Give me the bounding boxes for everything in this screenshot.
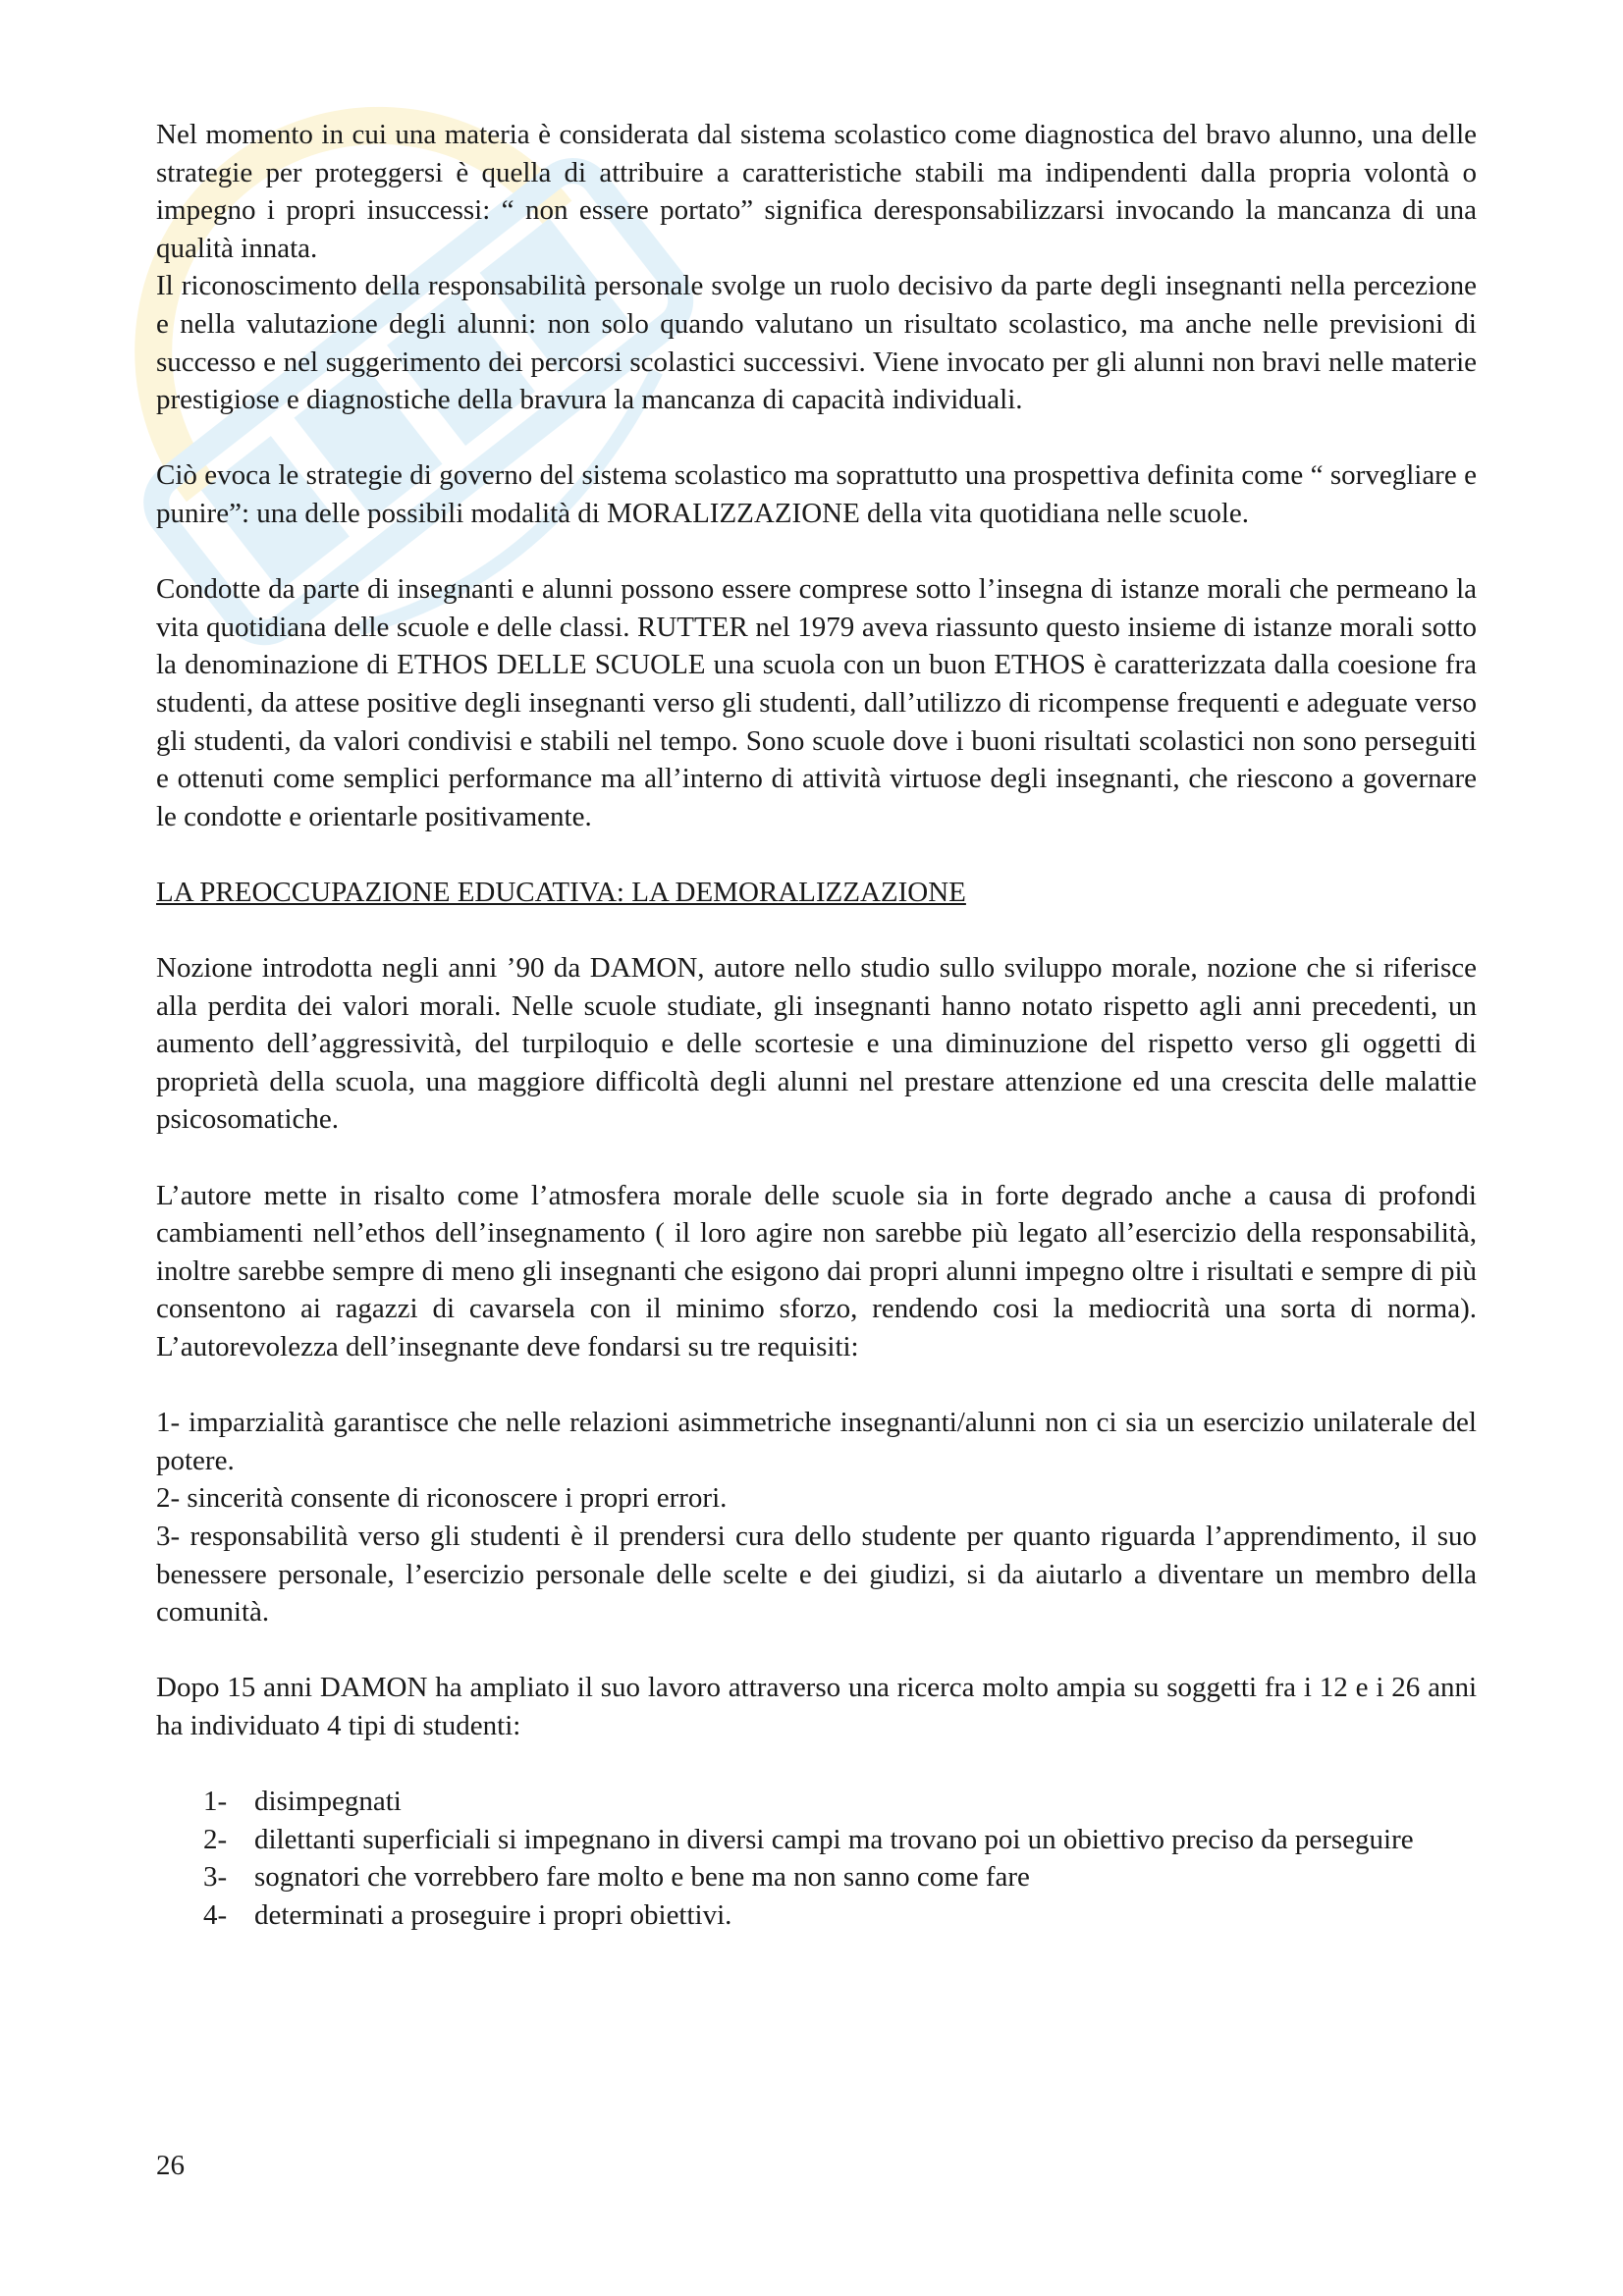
list-item: [156, 1896, 1477, 1935]
list-item-text: sognatori che vorrebbero fare molto e bene ma non sanno come fare: [254, 1861, 1030, 1894]
paragraph-5: Nozione introdotta negli anni ’90 da DAMON, autore nello studio sullo sviluppo morale, nozione che si riferisce alla perdita dei valori morali. Nelle scuole studiate, gli insegnanti hanno notato rispetto agli anni precedenti, un aumento dell’aggressività, del turpiloquio e delle scortesie e una diminuzione del rispetto verso gli oggetti di proprietà della scuola, una maggiore difficoltà degli alunni nel prestare attenzione ed una crescita delle malattie psicosomatiche.: [156, 952, 1477, 1136]
list-item: [156, 1858, 1477, 1896]
list-item-number: 2-: [203, 1823, 228, 1855]
section-heading: LA PREOCCUPAZIONE EDUCATIVA: LA DEMORALIZZAZIONE: [156, 876, 966, 908]
requirement-1: 1- imparzialità garantisce che nelle relazioni asimmetriche insegnanti/alunni non ci sia un esercizio unilaterale del potere.: [156, 1407, 1477, 1476]
paragraph-3: Ciò evoca le strategie di governo del sistema scolastico ma soprattutto una prospettiva definita come “ sorvegliare e punire”: una delle possibili modalità di MORALIZZAZIONE della vita quotidiana nelle scuole.: [156, 459, 1477, 529]
list-item-text: dilettanti superficiali si impegnano in diversi campi ma trovano poi un obiettivo preciso da perseguire: [254, 1823, 1414, 1855]
list-item: [156, 1783, 1477, 1821]
page-number: 26: [156, 2150, 185, 2181]
paragraph-7: Dopo 15 anni DAMON ha ampliato il suo lavoro attraverso una ricerca molto ampia su soggetti fra i 12 e i 26 anni ha individuato 4 tipi di studenti:: [156, 1672, 1477, 1741]
requirement-2: 2- sincerità consente di riconoscere i propri errori.: [156, 1482, 728, 1515]
paragraph-2: Il riconoscimento della responsabilità personale svolge un ruolo decisivo da parte degli insegnanti nella percezione e nella valutazione degli alunni: non solo quando valutano un risultato scolastico, ma anche nelle previsioni di successo e nel suggerimento dei percorsi scolastici successivi. Viene invocato per gli alunni non bravi nelle materie prestigiose e diagnostiche della bravura la mancanza di capacità individuali.: [156, 270, 1477, 416]
paragraph-1: Nel momento in cui una materia è considerata dal sistema scolastico come diagnostica del bravo alunno, una delle strategie per proteggersi è quella di attribuire a caratteristiche stabili ma indipendenti dalla propria volontà o impegno i propri insuccessi: “ non essere portato” significa deresponsabilizzarsi invocando la mancanza di una qualità innata.: [156, 119, 1477, 264]
paragraph-6: L’autore mette in risalto come l’atmosfera morale delle scuole sia in forte degrado anche a causa di profondi cambiamenti nell’ethos dell’insegnamento ( il loro agire non sarebbe più legato all’esercizio della responsabilità, inoltre sarebbe sempre di meno gli insegnanti che esigono dai propri alunni impegno oltre i risultati e sempre di più consentono ai ragazzi di cavarsela con il minimo sforzo, rendendo cosi la mediocrità una sorta di norma). L’autorevolezza dell’insegnante deve fondarsi su tre requisiti:: [156, 1179, 1477, 1362]
list-item-number: 4-: [203, 1898, 228, 1931]
list-item-number: 3-: [203, 1861, 228, 1894]
student-types-list: [156, 1783, 1477, 1934]
list-item: [156, 1821, 1477, 1859]
list-item-text: determinati a proseguire i propri obiettivi.: [254, 1898, 732, 1931]
paragraph-4: Condotte da parte di insegnanti e alunni possono essere comprese sotto l’insegna di istanze morali che permeano la vita quotidiana delle scuole e delle classi. RUTTER nel 1979 aveva riassunto questo insieme di istanze morali sotto la denominazione di ETHOS DELLE SCUOLE una scuola con un buon ETHOS è caratterizzata dalla coesione fra studenti, da attese positive degli insegnanti verso gli studenti, dall’utilizzo di ricompense frequenti e adeguate verso gli studenti, da valori condivisi e stabili nel tempo. Sono scuole dove i buoni risultati scolastici non sono perseguiti e ottenuti come semplici performance ma all’interno di attività virtuose degli insegnanti, che riescono a governare le condotte e orientarle positivamente.: [156, 573, 1477, 832]
document-body: [156, 116, 1477, 1935]
requirement-3: 3- responsabilità verso gli studenti è il prendersi cura dello studente per quanto riguarda l’apprendimento, il suo benessere personale, l’esercizio personale delle scelte e dei giudizi, si da aiutarlo a diventare un membro della comunità.: [156, 1520, 1477, 1629]
list-item-number: 1-: [203, 1786, 228, 1818]
list-item-text: disimpegnati: [254, 1786, 402, 1818]
